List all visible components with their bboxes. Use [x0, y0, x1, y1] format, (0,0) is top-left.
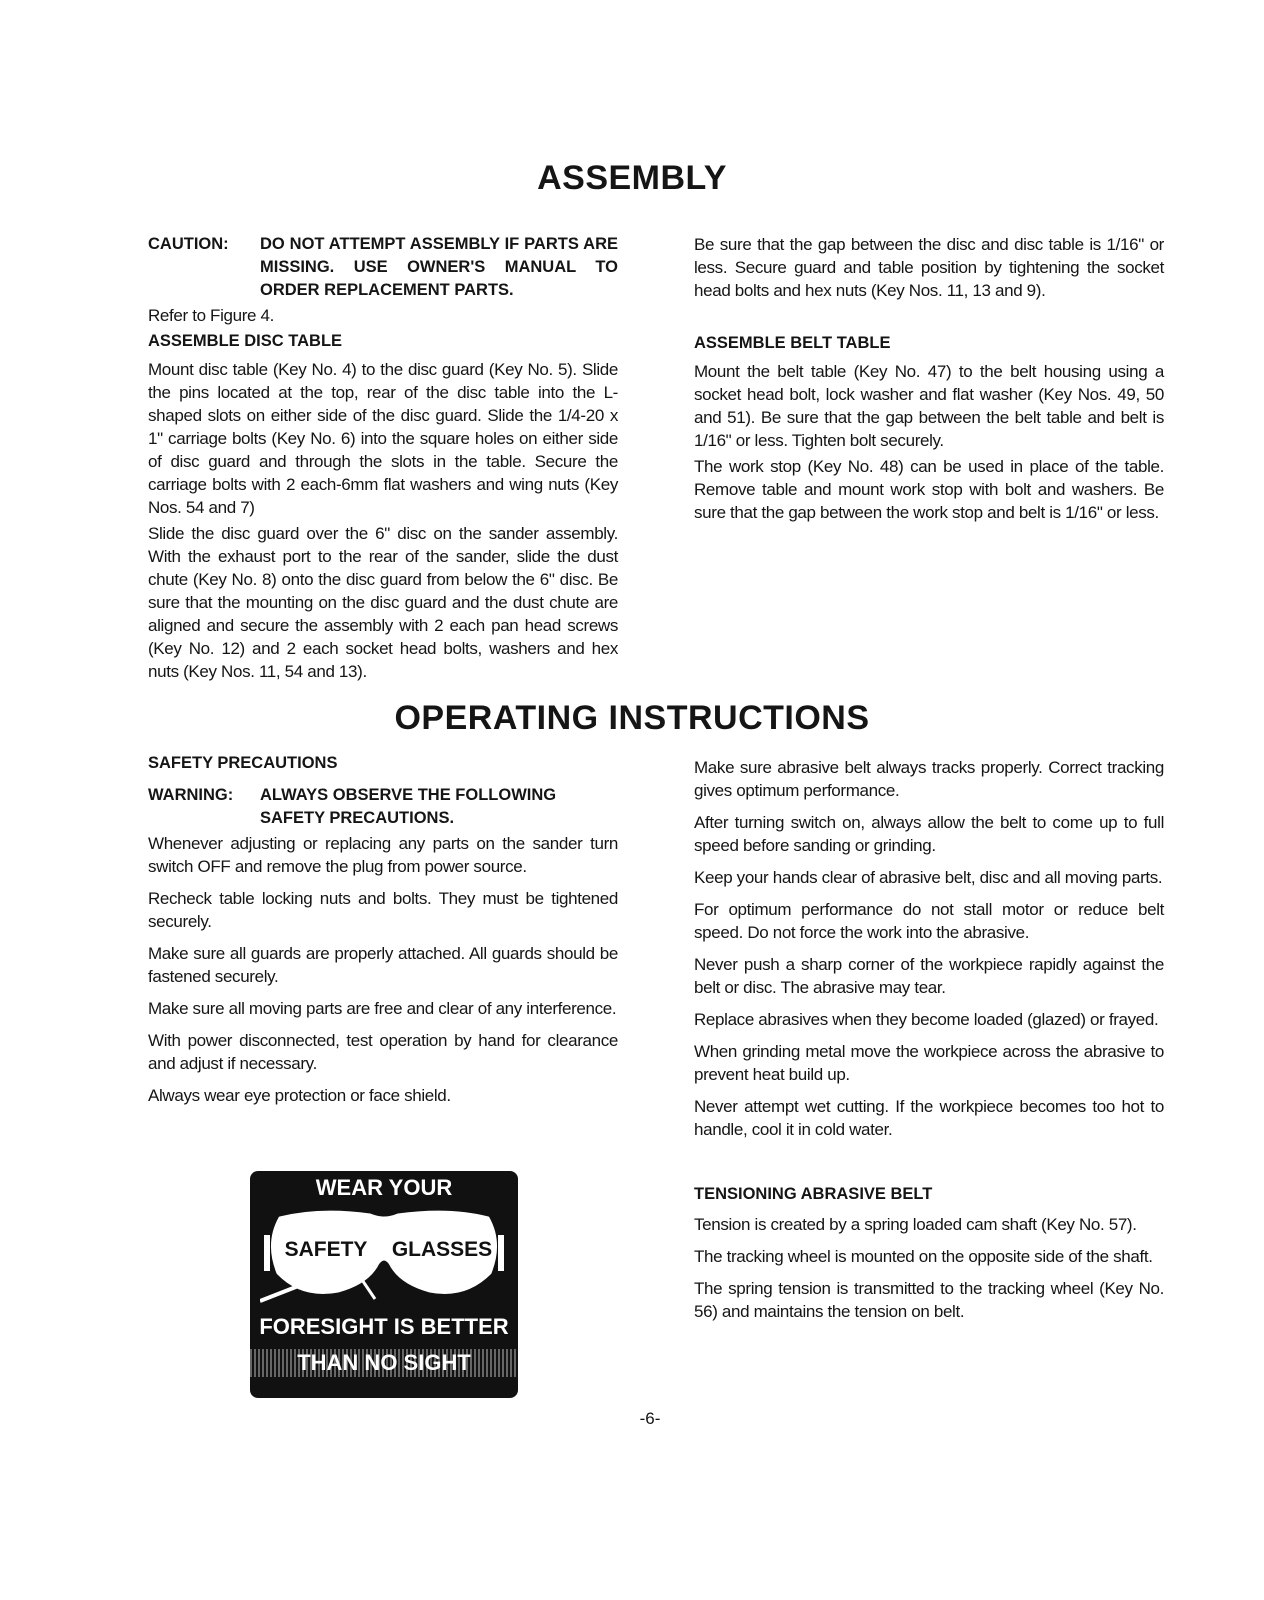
- operating-item: After turning switch on, always allow the belt to come up to full speed before sanding or grinding.: [694, 813, 1164, 855]
- tension-item: Tension is created by a spring loaded cam shaft (Key No. 57).: [694, 1215, 1137, 1234]
- caution-text: DO NOT ATTEMPT ASSEMBLY IF PARTS ARE MISSING. USE OWNER'S MANUAL TO ORDER REPLACEMENT PARTS.: [260, 235, 618, 299]
- tension-item: The tracking wheel is mounted on the opposite side of the shaft.: [694, 1247, 1153, 1266]
- operating-title: OPERATING INSTRUCTIONS: [394, 699, 870, 737]
- operating-item: For optimum performance do not stall motor or reduce belt speed. Do not force the work into the abrasive.: [694, 900, 1164, 942]
- disc-table-heading: ASSEMBLE DISC TABLE: [148, 332, 343, 350]
- belt-paragraph: Mount the belt table (Key No. 47) to the belt housing using a socket head bolt, lock washer and flat washer (Key Nos. 49, 50 and 51). Be sure that the gap between the belt table and belt is 1/16" or less. Tighten bolt securely.: [694, 362, 1164, 450]
- disc-gap-paragraph: Be sure that the gap between the disc and disc table is 1/16" or less. Secure guard and table position by tightening the socket head bolts and hex nuts (Key Nos. 11, 13 and 9).: [694, 235, 1164, 300]
- operating-item: Never attempt wet cutting. If the workpiece becomes too hot to handle, cool it in cold water.: [694, 1097, 1164, 1139]
- logo-line-4: THAN NO SIGHT: [250, 1349, 518, 1377]
- operating-item: Keep your hands clear of abrasive belt, disc and all moving parts.: [694, 868, 1163, 887]
- operating-item: Make sure abrasive belt always tracks properly. Correct tracking gives optimum performance.: [694, 758, 1164, 800]
- wear-safety-glasses-logo: [250, 1171, 518, 1398]
- operating-left-column: [148, 752, 618, 1398]
- safety-item: Make sure all guards are properly attached. All guards should be fastened securely.: [148, 944, 618, 986]
- assembly-title: ASSEMBLY: [537, 159, 727, 197]
- caution-notice: [148, 233, 618, 302]
- caution-label: CAUTION:: [148, 235, 229, 253]
- operating-item: When grinding metal move the workpiece across the abrasive to prevent heat build up.: [694, 1042, 1164, 1084]
- tension-item: The spring tension is transmitted to the tracking wheel (Key No. 56) and maintains the tension on belt.: [694, 1279, 1164, 1321]
- logo-line-1: WEAR YOUR: [315, 1175, 453, 1200]
- safety-item: With power disconnected, test operation by hand for clearance and adjust if necessary.: [148, 1031, 618, 1073]
- operating-right-column: [694, 756, 1164, 1332]
- safety-heading: SAFETY PRECAUTIONS: [148, 754, 338, 772]
- operating-item: Replace abrasives when they become loaded (glazed) or frayed.: [694, 1010, 1159, 1029]
- belt-paragraph: The work stop (Key No. 48) can be used in place of the table. Remove table and mount work stop with bolt and washers. Be sure that the gap between the work stop and belt is 1/16" or less.: [694, 457, 1164, 522]
- warning-notice: [148, 784, 618, 830]
- warning-label: WARNING:: [148, 786, 234, 804]
- operating-item: Never push a sharp corner of the workpiece rapidly against the belt or disc. The abrasive may tear.: [694, 955, 1164, 997]
- tension-heading: TENSIONING ABRASIVE BELT: [694, 1185, 933, 1203]
- logo-line-3: FORESIGHT IS BETTER: [259, 1314, 509, 1339]
- refer-figure: Refer to Figure 4.: [148, 306, 274, 325]
- belt-table-heading: ASSEMBLE BELT TABLE: [694, 334, 891, 352]
- safety-item: Make sure all moving parts are free and clear of any interference.: [148, 999, 617, 1018]
- safety-item: Whenever adjusting or replacing any parts on the sander turn switch OFF and remove the plug from power source.: [148, 834, 618, 876]
- disc-paragraph: Mount disc table (Key No. 4) to the disc guard (Key No. 5). Slide the pins located at the top, rear of the disc table into the L-shaped slots on either side of the disc guard. Slide the 1/4-20 x 1" carriage bolts (Key No. 6) into the square holes on either side of disc guard and through the slots in the table. Secure the carriage bolts with 2 each-6mm flat washers and wing nuts (Key Nos. 54 and 7): [148, 360, 618, 517]
- page-number: -6-: [639, 1409, 661, 1428]
- logo-word-safety: SAFETY: [284, 1238, 368, 1261]
- disc-paragraph: Slide the disc guard over the 6" disc on the sander assembly. With the exhaust port to the rear of the sander, slide the dust chute (Key No. 8) onto the disc guard from below the 6" disc. Be sure that the mounting on the disc guard and the dust chute are aligned and secure the assembly with 2 each pan head screws (Key No. 12) and 2 each socket head bolts, washers and hex nuts (Key Nos. 11, 54 and 13).: [148, 524, 618, 681]
- logo-word-glasses: GLASSES: [391, 1238, 493, 1261]
- assembly-section: [0, 233, 1264, 692]
- safety-item: Always wear eye protection or face shield.: [148, 1086, 451, 1105]
- assembly-left-column: [148, 233, 618, 692]
- safety-item: Recheck table locking nuts and bolts. They must be tightened securely.: [148, 889, 618, 931]
- operating-section: [0, 752, 1264, 1398]
- assembly-right-column: [694, 233, 1164, 533]
- warning-text: ALWAYS OBSERVE THE FOLLOWING SAFETY PRECAUTIONS.: [260, 786, 557, 827]
